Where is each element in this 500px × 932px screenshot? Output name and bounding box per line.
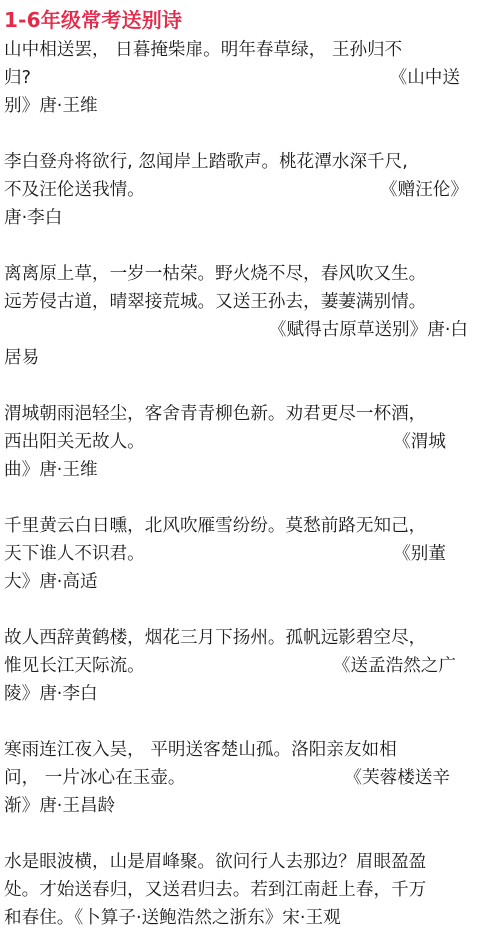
poem-line: 水是眼波横，山是眉峰聚。欲问行人去那边？眉眼盈盈 (4, 852, 427, 872)
poem-source-tail: 渐》唐·王昌龄 (4, 796, 116, 816)
poem-line: 李白登舟将欲行, 忽闻岸上踏歌声。桃花潭水深千尺, (4, 152, 408, 172)
poem-5 (4, 512, 496, 596)
spacer (4, 120, 496, 148)
poem-line-text: 问， 一片冰心在玉壶。 (4, 768, 186, 788)
poem-line: 离离原上草，一岁一枯荣。野火烧不尽，春风吹又生。 (4, 264, 427, 284)
poem-line (4, 64, 496, 92)
poem-line (4, 652, 496, 680)
poem-source: 《渭城 (393, 432, 446, 452)
poem-source-tail: 居易 (4, 348, 40, 368)
poem-line (4, 176, 496, 204)
poem-line: 故人西辞黄鹤楼，烟花三月下扬州。孤帆远影碧空尽， (4, 628, 427, 648)
poem-source-tail: 曲》唐·王维 (4, 460, 98, 480)
poem-source-tail: 大》唐·高适 (4, 572, 98, 592)
poem-source: 《别董 (393, 544, 446, 564)
poem-line: 千里黄云白日曛，北风吹雁雪纷纷。莫愁前路无知己， (4, 516, 427, 536)
poem-7 (4, 736, 496, 820)
poem-source-tail: 陵》唐·李白 (4, 684, 98, 704)
spacer (4, 484, 496, 512)
poem-line-text: 惟见长江天际流。 (4, 656, 145, 676)
poem-8 (4, 848, 496, 932)
poem-source: 《送孟浩然之广 (332, 656, 456, 676)
poem-line (4, 540, 496, 568)
poem-line-text: 天下谁人不识君。 (4, 544, 145, 564)
poem-line: 远芳侵古道，晴翠接荒城。又送王孙去，萋萋满别情。 (4, 292, 427, 312)
poem-source: 《芙蓉楼送辛 (344, 768, 450, 788)
poem-source: 《山中送 (389, 68, 460, 88)
spacer (4, 232, 496, 260)
poem-line (4, 428, 496, 456)
spacer (4, 820, 496, 848)
poem-line: 渭城朝雨浥轻尘，客舍青青柳色新。劝君更尽一杯酒， (4, 404, 427, 424)
poem-source: 《赠汪伦》 (380, 180, 468, 200)
poem-source: 《赋得古原草送别》唐·白 (268, 320, 468, 340)
poem-line: 山中相送罢， 日暮掩柴扉。明年春草绿， 王孙归不 (4, 40, 403, 60)
page-title: 1-6年级常考送别诗 (4, 8, 183, 32)
poem-line-text: 不及汪伦送我情。 (4, 180, 145, 200)
poem-line: 和春住。《卜算子·送鲍浩然之浙东》宋·王观 (4, 908, 341, 928)
poem-line: 处。才始送春归，又送君归去。若到江南赶上春，千万 (4, 880, 427, 900)
poem-line-text: 西出阳关无故人。 (4, 432, 145, 452)
poem-line: 寒雨连江夜入吴， 平明送客楚山孤。洛阳亲友如相 (4, 740, 397, 760)
poem-source-tail: 别》唐·王维 (4, 96, 98, 116)
poem-6 (4, 624, 496, 708)
poem-source-tail: 唐·李白 (4, 208, 63, 228)
poem-3 (4, 260, 496, 372)
spacer (4, 708, 496, 736)
spacer (4, 372, 496, 400)
poem-1 (4, 36, 496, 120)
poem-line (4, 764, 496, 792)
poem-line-text: 归? (4, 68, 31, 88)
spacer (4, 596, 496, 624)
poem-2 (4, 148, 496, 232)
poem-line (4, 316, 496, 344)
poem-4 (4, 400, 496, 484)
